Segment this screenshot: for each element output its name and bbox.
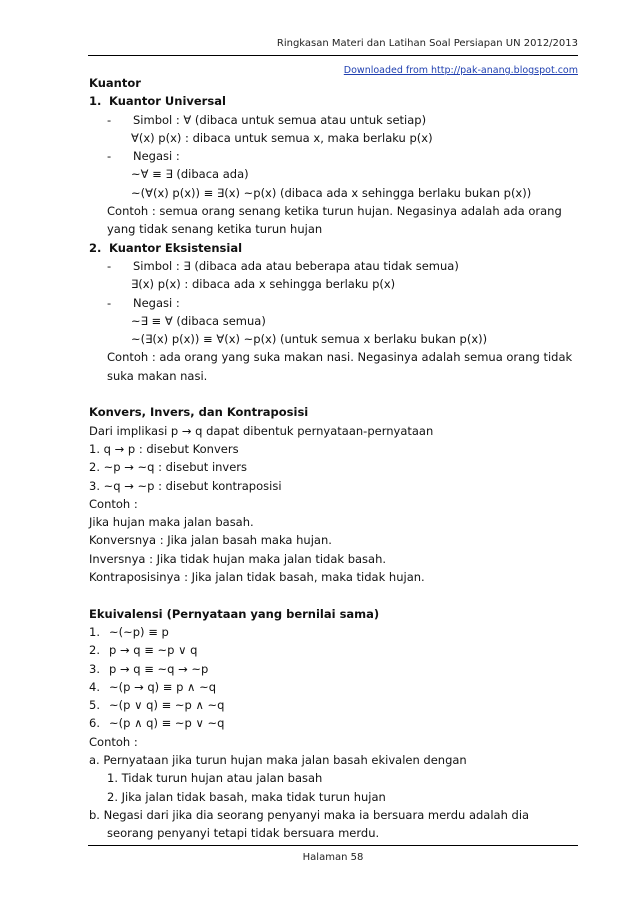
ekuivalensi-example-label: Contoh : [89,734,138,749]
page-header-title: Ringkasan Materi dan Latihan Soal Persiapan UN 2012/2013 [276,38,578,49]
footer-divider [88,845,578,846]
konvers-example-kontraposisi: Kontraposisinya : Jika jalan tidak basah, maka tidak hujan. [89,570,425,585]
universal-symbol-example: ∀(x) p(x) : dibaca untuk semua x, maka berlaku p(x) [131,130,433,145]
konvers-item: 1. q → p : disebut Konvers [89,441,239,456]
konvers-example-invers: Inversnya : Jika tidak hujan maka jalan tidak basah. [89,551,387,566]
subsection-title-universal: 1. Kuantor Universal [89,94,226,109]
ekuivalensi-item: 4. ~(p → q) ≡ p ∧ ~q [89,679,217,694]
ekuivalensi-example-b-line-2: seorang penyanyi tetapi tidak bersuara merdu. [107,826,380,841]
universal-example-line-1: Contoh : semua orang senang ketika turun hujan. Negasinya adalah ada orang [107,204,562,219]
universal-negation-label: - Negasi : [107,149,180,164]
kontraposisi-item: 3. ~q → ~p : disebut kontraposisi [89,478,282,493]
ekuivalensi-example-a-item: 1. Tidak turun hujan atau jalan basah [107,771,323,786]
existential-negation-1: ~∃ ≡ ∀ (dibaca semua) [131,313,266,328]
existential-example-line-1: Contoh : ada orang yang suka makan nasi. Negasinya adalah semua orang tidak [107,350,573,365]
konvers-example-konvers: Konversnya : Jika jalan basah maka hujan. [89,533,332,548]
invers-item: 2. ~p → ~q : disebut invers [89,460,248,475]
subsection-title-existential: 2. Kuantor Eksistensial [89,240,243,255]
document-body [89,74,581,842]
source-link[interactable]: Downloaded from http://pak-anang.blogspot.com [343,65,578,76]
ekuivalensi-item: 1. ~(~p) ≡ p [89,624,169,639]
section-title-konvers: Konvers, Invers, dan Kontraposisi [89,405,309,420]
ekuivalensi-item: 6. ~(p ∧ q) ≡ ~p ∨ ~q [89,716,225,731]
universal-symbol: - Simbol : ∀ (dibaca untuk semua atau untuk setiap) [107,112,427,127]
header-divider [88,55,578,56]
konvers-example-label: Contoh : [89,496,138,511]
existential-example-line-2: suka makan nasi. [107,368,208,383]
section-title-kuantor: Kuantor [89,76,141,90]
existential-negation-label: - Negasi : [107,295,180,310]
universal-negation-2: ~(∀(x) p(x)) ≡ ∃(x) ~p(x) (dibaca ada x sehingga berlaku bukan p(x)) [131,185,532,200]
spacer [89,385,581,403]
page-number: Halaman 58 [302,852,364,863]
ekuivalensi-example-a-item: 2. Jika jalan tidak basah, maka tidak turun hujan [107,789,386,804]
existential-symbol: - Simbol : ∃ (dibaca ada atau beberapa atau tidak semua) [107,258,459,273]
universal-negation-1: ~∀ ≡ ∃ (dibaca ada) [131,167,249,182]
ekuivalensi-item: 3. p → q ≡ ~q → ~p [89,661,209,676]
existential-negation-2: ~(∃(x) p(x)) ≡ ∀(x) ~p(x) (untuk semua x berlaku bukan p(x)) [131,332,488,347]
existential-symbol-example: ∃(x) p(x) : dibaca ada x sehingga berlaku p(x) [131,277,396,292]
ekuivalensi-example-a: a. Pernyataan jika turun hujan maka jalan basah ekivalen dengan [89,752,467,767]
konvers-intro: Dari implikasi p → q dapat dibentuk pernyataan-pernyataan [89,423,434,438]
universal-example-line-2: yang tidak senang ketika turun hujan [107,222,323,237]
konvers-example-statement: Jika hujan maka jalan basah. [89,515,254,530]
ekuivalensi-item: 5. ~(p ∨ q) ≡ ~p ∧ ~q [89,698,225,713]
ekuivalensi-example-b-line-1: b. Negasi dari jika dia seorang penyanyi maka ia bersuara merdu adalah dia [89,807,530,822]
section-title-ekuivalensi: Ekuivalensi (Pernyataan yang bernilai sama) [89,606,380,621]
ekuivalensi-item: 2. p → q ≡ ~p ∨ q [89,643,198,658]
spacer [89,586,581,604]
